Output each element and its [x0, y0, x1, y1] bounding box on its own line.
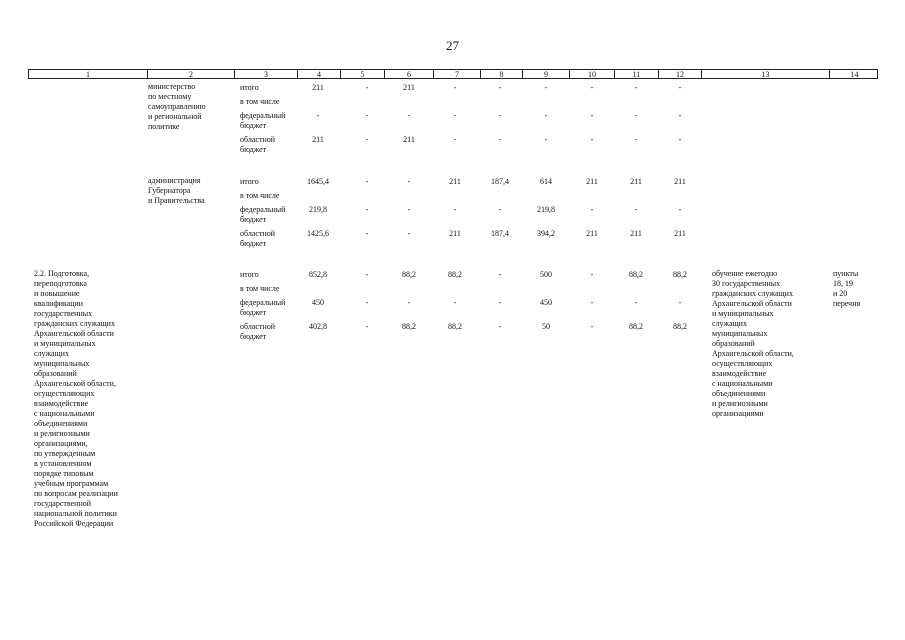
- row-label: итого: [240, 177, 259, 186]
- result-text: служащих: [712, 319, 747, 328]
- result-text: обучение ежегодно: [712, 269, 778, 278]
- cell-value: -: [453, 83, 457, 92]
- cell-value: 211: [312, 135, 324, 144]
- measure-text: квалификации: [34, 299, 84, 308]
- cell-value: -: [498, 111, 502, 120]
- cell-value: -: [498, 135, 502, 144]
- measure-text: Российской Федерации: [34, 519, 114, 528]
- cell-value: -: [365, 205, 369, 214]
- measure-text: национальной политики: [34, 509, 117, 518]
- cell-value: 450: [540, 298, 552, 307]
- cell-value: -: [407, 177, 411, 186]
- cell-value: -: [634, 205, 638, 214]
- header-col-14: 14: [850, 70, 859, 79]
- cell-value: 88,2: [629, 322, 643, 331]
- cell-value: 852,8: [309, 270, 327, 279]
- header-col-11: 11: [615, 70, 659, 78]
- executor-text: самоуправлению: [148, 102, 206, 111]
- measure-text: и повышение: [34, 289, 80, 298]
- result-text: и религиозными: [712, 399, 768, 408]
- measure-text: учебным программам: [34, 479, 109, 488]
- cell-value: -: [634, 298, 638, 307]
- row-label: бюджет: [240, 145, 267, 154]
- executor-text: и региональной: [148, 112, 202, 121]
- measure-text: по вопросам реализации: [34, 489, 118, 498]
- result-text: Архангельской области: [712, 299, 792, 308]
- header-col-13: 13: [702, 70, 830, 78]
- cell-value: 88,2: [448, 322, 462, 331]
- cell-value: -: [590, 83, 594, 92]
- cell-value: -: [316, 111, 320, 120]
- cell-value: -: [544, 135, 548, 144]
- measure-text: и муниципальных: [34, 339, 96, 348]
- header-col-12: 12: [659, 70, 702, 78]
- cell-value: 402,8: [309, 322, 327, 331]
- cell-value: -: [407, 205, 411, 214]
- header-col-6: 6: [385, 70, 434, 78]
- cell-value: 211: [403, 83, 415, 92]
- cell-value: -: [498, 298, 502, 307]
- cell-value: 211: [586, 177, 598, 186]
- cell-value: 187,4: [491, 177, 509, 186]
- cell-value: 50: [542, 322, 550, 331]
- cell-value: 500: [540, 270, 552, 279]
- cell-value: -: [365, 111, 369, 120]
- measure-text: Архангельской области: [34, 329, 114, 338]
- cell-value: 394,2: [537, 229, 555, 238]
- result-text: муниципальных: [712, 329, 768, 338]
- measure-text: государственной: [34, 499, 92, 508]
- result-text: осуществляющих: [712, 359, 773, 368]
- reference-text: и 20: [833, 289, 848, 298]
- measure-text: гражданских служащих: [34, 319, 115, 328]
- row-label: областной: [240, 229, 276, 238]
- cell-value: 88,2: [629, 270, 643, 279]
- measure-text: государственных: [34, 309, 93, 318]
- cell-value: -: [678, 111, 682, 120]
- cell-value: -: [498, 322, 502, 331]
- cell-value: -: [365, 270, 369, 279]
- executor-text: и Правительства: [148, 196, 205, 205]
- measure-text: взаимодействие: [34, 399, 89, 408]
- cell-value: 219,8: [309, 205, 327, 214]
- row-label: в том числе: [240, 284, 280, 293]
- cell-value: -: [498, 270, 502, 279]
- cell-value: -: [678, 298, 682, 307]
- cell-value: 211: [449, 177, 461, 186]
- cell-value: 211: [403, 135, 415, 144]
- row-label: итого: [240, 83, 259, 92]
- row-label: в том числе: [240, 97, 280, 106]
- cell-value: 88,2: [402, 270, 416, 279]
- reference-text: 18, 19: [833, 279, 853, 288]
- cell-value: -: [365, 298, 369, 307]
- cell-value: -: [498, 83, 502, 92]
- row-label: бюджет: [240, 308, 267, 317]
- cell-value: -: [678, 205, 682, 214]
- measure-text: муниципальных: [34, 359, 90, 368]
- result-text: и муниципальных: [712, 309, 774, 318]
- executor-text: Губернатора: [148, 186, 191, 195]
- cell-value: -: [678, 135, 682, 144]
- result-text: гражданских служащих: [712, 289, 793, 298]
- executor-text: политике: [148, 122, 180, 131]
- header-col-4: 4: [298, 70, 341, 78]
- reference-text: перечня: [833, 299, 861, 308]
- row-label: итого: [240, 270, 259, 279]
- cell-value: 219,8: [537, 205, 555, 214]
- measure-text: объединениями: [34, 419, 88, 428]
- cell-value: -: [453, 111, 457, 120]
- executor-text: по местному: [148, 92, 192, 101]
- cell-value: -: [365, 177, 369, 186]
- result-text: с национальными: [712, 379, 773, 388]
- cell-value: 614: [540, 177, 552, 186]
- cell-value: -: [544, 111, 548, 120]
- cell-value: -: [365, 83, 369, 92]
- row-label: в том числе: [240, 191, 280, 200]
- header-col-9: 9: [523, 70, 570, 78]
- result-text: организациями: [712, 409, 764, 418]
- row-label: федеральный: [240, 111, 286, 120]
- measure-text: 2.2. Подготовка,: [34, 269, 90, 278]
- cell-value: -: [590, 322, 594, 331]
- cell-value: 1425,6: [307, 229, 329, 238]
- header-col-8: 8: [481, 70, 523, 78]
- cell-value: -: [365, 135, 369, 144]
- cell-value: 211: [674, 177, 686, 186]
- measure-text: порядке типовым: [34, 469, 94, 478]
- row-label: бюджет: [240, 239, 267, 248]
- measure-text: Архангельской области,: [34, 379, 116, 388]
- cell-value: 187,4: [491, 229, 509, 238]
- header-col-10: 10: [570, 70, 615, 78]
- row-label: областной: [240, 135, 276, 144]
- cell-value: -: [590, 298, 594, 307]
- result-text: взаимодействие: [712, 369, 767, 378]
- row-label: бюджет: [240, 332, 267, 341]
- row-label: федеральный: [240, 298, 286, 307]
- measure-text: по утвержденным: [34, 449, 96, 458]
- cell-value: 88,2: [448, 270, 462, 279]
- reference-text: пункты: [833, 269, 859, 278]
- header-col-5: 5: [341, 70, 385, 78]
- cell-value: 211: [586, 229, 598, 238]
- cell-value: -: [407, 229, 411, 238]
- row-label: бюджет: [240, 121, 267, 130]
- cell-value: 211: [630, 177, 642, 186]
- cell-value: 211: [449, 229, 461, 238]
- cell-value: -: [590, 111, 594, 120]
- cell-value: 88,2: [402, 322, 416, 331]
- cell-value: -: [365, 322, 369, 331]
- table-header-row: [28, 69, 878, 79]
- measure-text: и религиозными: [34, 429, 90, 438]
- page-number: 27: [446, 38, 459, 53]
- row-label: федеральный: [240, 205, 286, 214]
- result-text: объединениями: [712, 389, 766, 398]
- header-col-1: 1: [29, 70, 148, 78]
- header-col-7: 7: [434, 70, 481, 78]
- cell-value: -: [590, 135, 594, 144]
- executor-text: администрация: [148, 176, 201, 185]
- cell-value: -: [634, 111, 638, 120]
- cell-value: -: [590, 205, 594, 214]
- executor-text: министерство: [148, 82, 196, 91]
- cell-value: -: [590, 270, 594, 279]
- row-label: областной: [240, 322, 276, 331]
- result-text: Архангельской области,: [712, 349, 794, 358]
- cell-value: -: [678, 83, 682, 92]
- cell-value: -: [407, 111, 411, 120]
- cell-value: -: [365, 229, 369, 238]
- measure-text: в установленном: [34, 459, 92, 468]
- measure-text: образований: [34, 369, 77, 378]
- measure-text: с национальными: [34, 409, 95, 418]
- result-text: 30 государственных: [712, 279, 781, 288]
- cell-value: -: [453, 205, 457, 214]
- result-text: образований: [712, 339, 755, 348]
- cell-value: 211: [312, 83, 324, 92]
- cell-value: 211: [630, 229, 642, 238]
- header-col-2: 2: [148, 70, 235, 78]
- cell-value: 1645,4: [307, 177, 329, 186]
- cell-value: -: [634, 83, 638, 92]
- cell-value: 450: [312, 298, 324, 307]
- cell-value: -: [544, 83, 548, 92]
- cell-value: 211: [674, 229, 686, 238]
- row-label: бюджет: [240, 215, 267, 224]
- cell-value: -: [498, 205, 502, 214]
- cell-value: -: [407, 298, 411, 307]
- cell-value: -: [453, 298, 457, 307]
- cell-value: 88,2: [673, 322, 687, 331]
- measure-text: осуществляющих: [34, 389, 95, 398]
- cell-value: -: [453, 135, 457, 144]
- cell-value: 88,2: [673, 270, 687, 279]
- measure-text: организациями,: [34, 439, 88, 448]
- cell-value: -: [634, 135, 638, 144]
- measure-text: переподготовка: [34, 279, 87, 288]
- measure-text: служащих: [34, 349, 69, 358]
- header-col-3: 3: [235, 70, 298, 78]
